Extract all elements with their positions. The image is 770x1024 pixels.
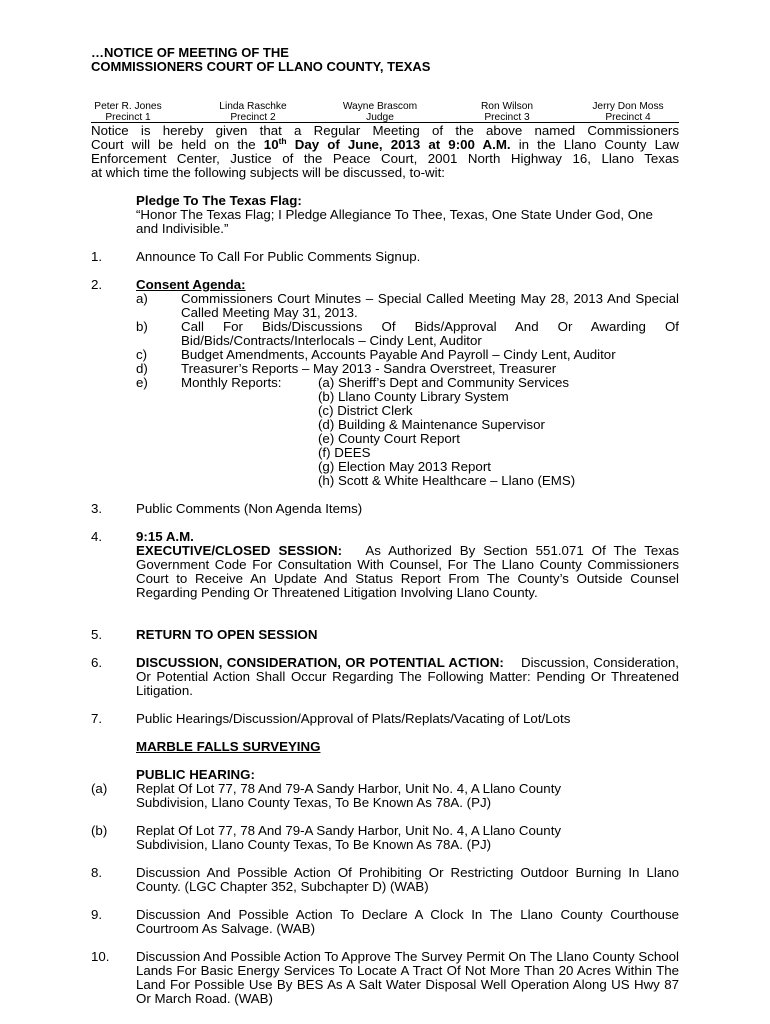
- report-item: (g) Election May 2013 Report: [318, 459, 491, 474]
- item-7-text: Public Hearings/Discussion/Approval of Plats/Replats/Vacating of Lot/Lots: [136, 711, 571, 726]
- sub-item-label: b): [136, 319, 148, 334]
- report-item: (f) DEES: [318, 445, 371, 460]
- day-rest: Day of June, 2013 at 9:00 A.M.: [286, 137, 511, 152]
- report-item: (e) County Court Report: [318, 431, 460, 446]
- commissioner-2: [197, 101, 309, 123]
- monthly-reports-label: Monthly Reports:: [181, 375, 282, 390]
- item-number: 6.: [91, 655, 103, 670]
- executive-session-body: As Authorized By Section 551.071 Of The Texas Government Code For Consultation With Counsel, For The Llano County Commissioners Court to Receive An Update And Status Report From The County’s Outside Counsel Regarding Pending Or Threatened Litigation Involving Llano County.: [136, 543, 679, 600]
- replat-b-text: Replat Of Lot 77, 78 And 79-A Sandy Harbor, Unit No. 4, A Llano County Subdivision, Llano County Texas, To Be Known As 78A. (PJ): [136, 823, 562, 852]
- consent-item-d: Treasurer’s Reports – May 2013 - Sandra Overstreet, Treasurer: [181, 361, 557, 376]
- commissioner-name: Jerry Don Moss: [592, 101, 664, 112]
- commissioner-5: [572, 101, 684, 123]
- commissioner-1: [72, 101, 184, 123]
- title-line-2: COMMISSIONERS COURT OF LLANO COUNTY, TEXAS: [91, 59, 431, 74]
- executive-session-heading: EXECUTIVE/CLOSED SESSION:: [136, 543, 343, 558]
- commissioner-name: Wayne Brascom: [342, 101, 418, 112]
- commissioner-precinct: Precinct 4: [605, 112, 651, 123]
- day-suffix: th: [278, 136, 287, 146]
- report-item: (b) Llano County Library System: [318, 389, 509, 404]
- commissioner-precinct: Judge: [366, 112, 394, 123]
- item-1-text: Announce To Call For Public Comments Signup.: [136, 249, 421, 264]
- item-number: 7.: [91, 711, 103, 726]
- commissioner-precinct: Precinct 3: [484, 112, 530, 123]
- item-number: 5.: [91, 627, 103, 642]
- item-3-text: Public Comments (Non Agenda Items): [136, 501, 363, 516]
- replat-a-text: Replat Of Lot 77, 78 And 79-A Sandy Harbor, Unit No. 4, A Llano County Subdivision, Llano County Texas, To Be Known As 78A. (PJ): [136, 781, 562, 810]
- title-line-1: …NOTICE OF MEETING OF THE: [91, 45, 289, 60]
- commissioner-name: Linda Raschke: [219, 101, 287, 112]
- commissioner-precinct: Precinct 2: [230, 112, 276, 123]
- item-number: 1.: [91, 249, 103, 264]
- item-6-body: Discussion, Consideration, Or Potential Action Shall Occur Regarding The Following Matter: Pending Or Threatened Litigation.: [136, 655, 680, 698]
- session-time: 9:15 A.M.: [136, 529, 194, 544]
- notice-post: in the Llano County Law: [510, 137, 679, 152]
- commissioner-precinct: Precinct 1: [105, 112, 151, 123]
- notice-line-2: [91, 138, 679, 152]
- commissioner-4: [451, 101, 563, 123]
- item-number: 10.: [91, 949, 110, 964]
- consent-agenda-heading: Consent Agenda:: [136, 277, 246, 292]
- commissioner-name: Peter R. Jones: [94, 101, 162, 112]
- item-number: 2.: [91, 277, 103, 292]
- notice-pre: Court will be held on the: [91, 137, 264, 152]
- item-number: 8.: [91, 865, 103, 880]
- commissioner-3: [324, 101, 436, 123]
- item-6-text: [136, 656, 679, 698]
- consent-item-c: Budget Amendments, Accounts Payable And Payroll – Cindy Lent, Auditor: [181, 347, 616, 362]
- report-item: (c) District Clerk: [318, 403, 413, 418]
- item-6-heading: DISCUSSION, CONSIDERATION, OR POTENTIAL ACTION:: [136, 655, 504, 670]
- sub-item-label: d): [136, 361, 148, 376]
- item-number: 9.: [91, 907, 103, 922]
- executive-session-text: [136, 544, 679, 600]
- report-item: (d) Building & Maintenance Supervisor: [318, 417, 545, 432]
- sub-item-label: e): [136, 375, 148, 390]
- public-hearing-heading: PUBLIC HEARING:: [136, 767, 255, 782]
- pledge-heading: Pledge To The Texas Flag:: [136, 193, 302, 208]
- meeting-date: [264, 137, 511, 152]
- item-label: (a): [91, 781, 108, 796]
- consent-item-b: Call For Bids/Discussions Of Bids/Approval And Or Awarding Of Bid/Bids/Contracts/Interlocals – Cindy Lent, Auditor: [181, 319, 679, 348]
- item-number: 4.: [91, 529, 103, 544]
- sub-item-label: a): [136, 291, 148, 306]
- item-8-text: Discussion And Possible Action Of Prohibiting Or Restricting Outdoor Burning In Llano County. (LGC Chapter 352, Subchapter D) (WAB): [136, 865, 679, 894]
- sub-item-label: c): [136, 347, 148, 362]
- notice-line-1: Notice is hereby given that a Regular Meeting of the above named Commissioners: [91, 123, 679, 138]
- item-number: 3.: [91, 501, 103, 516]
- item-label: (b): [91, 823, 108, 838]
- day-number: 10: [263, 137, 279, 152]
- notice-line-3: Enforcement Center, Justice of the Peace Court, 2001 North Highway 16, Llano Texas: [91, 151, 679, 166]
- item-9-text: Discussion And Possible Action To Declare A Clock In The Llano County Courthouse Courtroom As Salvage. (WAB): [136, 907, 679, 936]
- commissioner-name: Ron Wilson: [480, 101, 534, 112]
- report-item: (a) Sheriff’s Dept and Community Services: [318, 375, 570, 390]
- notice-line-4: at which time the following subjects will be discussed, to-wit:: [91, 165, 445, 180]
- consent-item-a: Commissioners Court Minutes – Special Called Meeting May 28, 2013 And Special Called Meeting May 31, 2013.: [181, 291, 679, 320]
- pledge-text: “Honor The Texas Flag; I Pledge Allegiance To Thee, Texas, One State Under God, One and Indivisible.”: [136, 207, 653, 236]
- item-10-text: Discussion And Possible Action To Approve The Survey Permit On The Llano County School Lands For Basic Energy Services To Locate A Tract Of Not More Than 20 Acres Within The Land For Possible Use By BES As A Salt Water Disposal Well Operation Along US Hwy 87 Or March Road. (WAB): [136, 949, 679, 1006]
- marble-falls-surveying-heading: MARBLE FALLS SURVEYING: [136, 739, 321, 754]
- return-open-session: RETURN TO OPEN SESSION: [136, 627, 318, 642]
- report-item: (h) Scott & White Healthcare – Llano (EMS): [318, 473, 576, 488]
